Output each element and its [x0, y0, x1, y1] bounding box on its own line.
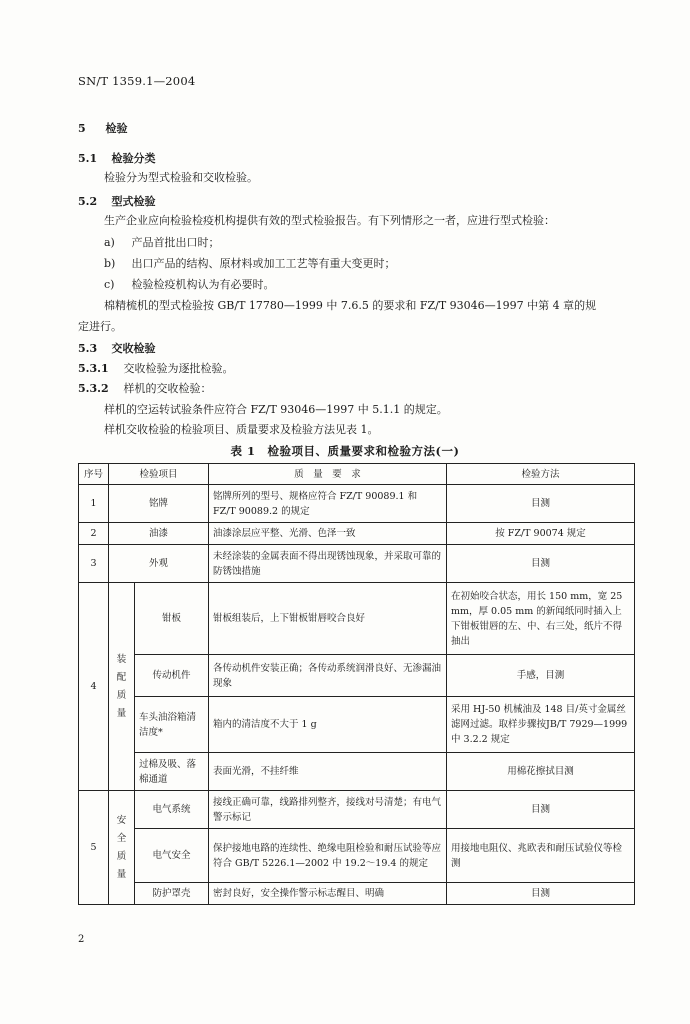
cell-item: 油漆 [109, 523, 209, 545]
cell-method: 目测 [447, 883, 635, 905]
cell-no: 2 [79, 523, 109, 545]
header-method: 检验方法 [447, 464, 635, 485]
section-5-3-2 [78, 381, 212, 397]
cell-item: 传动机件 [135, 655, 209, 697]
section-5-3-heading [78, 341, 156, 357]
table-header-row [79, 464, 635, 485]
section-5-1-text: 检验分为型式检验和交收检验。 [104, 171, 258, 184]
table-row [79, 829, 635, 883]
section-title: 交收检验 [111, 342, 156, 355]
list-item [104, 235, 220, 251]
cell-item: 过棉及吸、落棉通道 [135, 753, 209, 791]
list-item [104, 256, 396, 272]
section-title: 检验分类 [111, 152, 156, 165]
list-item-text: 出口产品的结构、原材料或加工工艺等有重大变更时； [131, 257, 396, 270]
cell-requirement: 钳板组装后，上下钳板钳唇咬合良好 [209, 583, 447, 655]
cell-item: 车头油浴箱清洁度* [135, 697, 209, 753]
list-item [104, 277, 275, 293]
section-5-2-paragraph-line1: 棉精梳机的型式检验按 GB/T 17780—1999 中 7.6.5 的要求和 FZ/T 93046—1997 中第 4 章的规 [104, 299, 597, 312]
section-title: 检验 [105, 122, 128, 135]
section-5-2-heading [78, 194, 156, 210]
list-item-label: b) [104, 257, 116, 270]
cell-method: 采用 HJ-50 机械油及 148 目/英寸金属丝滤网过滤。取样步骤按JB/T 7929—1999 中 3.2.2 规定 [447, 697, 635, 753]
section-5-3-2-para2: 样机交收检验的检验项目、质量要求及检验方法见表 1。 [104, 423, 379, 436]
cell-method: 用接地电阻仪、兆欧表和耐压试验仪等检测 [447, 829, 635, 883]
section-number: 5 [78, 122, 86, 135]
section-5-3-1 [78, 361, 234, 377]
list-item-text: 产品首批出口时； [131, 236, 220, 249]
cell-requirement: 接线正确可靠，线路排列整齐，接线对号清楚；有电气警示标记 [209, 791, 447, 829]
section-title: 型式检验 [111, 195, 156, 208]
cell-method: 目测 [447, 791, 635, 829]
table-row [79, 697, 635, 753]
header-requirement: 质 量 要 求 [209, 464, 447, 485]
list-item-text: 检验检疫机构认为有必要时。 [131, 278, 275, 291]
cell-requirement: 保护接地电路的连续性、绝缘电阻检验和耐压试验等应符合 GB/T 5226.1—2002 中 19.2～19.4 的规定 [209, 829, 447, 883]
section-number: 5.3 [78, 342, 98, 355]
table-caption: 表 1 检验项目、质量要求和检验方法(一) [230, 444, 460, 458]
inspection-table [78, 463, 635, 905]
cell-requirement: 表面光滑，不挂纤维 [209, 753, 447, 791]
table-row [79, 545, 635, 583]
table-row [79, 485, 635, 523]
list-item-label: a) [104, 236, 115, 249]
cell-no: 5 [79, 791, 109, 905]
table-row [79, 583, 635, 655]
header-no: 序号 [79, 464, 109, 485]
cell-requirement: 未经涂装的金属表面不得出现锈蚀现象，并采取可靠的防锈蚀措施 [209, 545, 447, 583]
cell-no: 1 [79, 485, 109, 523]
section-5-2-intro: 生产企业应向检验检疫机构提供有效的型式检验报告。有下列情形之一者，应进行型式检验： [104, 214, 555, 227]
cell-method: 在初始咬合状态，用长 150 mm，宽 25 mm，厚 0.05 mm 的新闻纸同时插入上下钳板钳唇的左、中、右三处，纸片不得抽出 [447, 583, 635, 655]
cell-requirement: 密封良好，安全操作警示标志醒目、明确 [209, 883, 447, 905]
cell-no: 3 [79, 545, 109, 583]
cell-no: 4 [79, 583, 109, 791]
cell-method: 按 FZ/T 90074 规定 [447, 523, 635, 545]
table-row [79, 791, 635, 829]
cell-item: 电气系统 [135, 791, 209, 829]
header-item: 检验项目 [109, 464, 209, 485]
cell-method: 用棉花擦拭目测 [447, 753, 635, 791]
table-row [79, 655, 635, 697]
table-row [79, 883, 635, 905]
section-number: 5.3.2 [78, 382, 109, 395]
table-row [79, 753, 635, 791]
list-item-label: c) [104, 278, 115, 291]
cell-requirement: 箱内的清洁度不大于 1 g [209, 697, 447, 753]
group-label-safety: 安全质量 [109, 791, 135, 905]
cell-requirement: 油漆涂层应平整、光滑、色泽一致 [209, 523, 447, 545]
section-5-3-2-para1: 样机的空运转试验条件应符合 FZ/T 93046—1997 中 5.1.1 的规定。 [104, 403, 448, 416]
section-number: 5.1 [78, 152, 98, 165]
cell-requirement: 各传动机件安装正确；各传动系统润滑良好、无渗漏油现象 [209, 655, 447, 697]
cell-item: 外观 [109, 545, 209, 583]
page-number: 2 [78, 934, 85, 945]
cell-item: 铭牌 [109, 485, 209, 523]
cell-item: 电气安全 [135, 829, 209, 883]
section-number: 5.2 [78, 195, 98, 208]
cell-method: 手感，目测 [447, 655, 635, 697]
section-5-2-paragraph-line2: 定进行。 [78, 320, 122, 333]
cell-requirement: 铭牌所列的型号、规格应符合 FZ/T 90089.1 和 FZ/T 90089.2 的规定 [209, 485, 447, 523]
group-label-assembly: 装配质量 [109, 583, 135, 791]
cell-item: 防护罩壳 [135, 883, 209, 905]
table-row [79, 523, 635, 545]
section-text: 样机的交收检验： [123, 382, 212, 395]
cell-method: 目测 [447, 545, 635, 583]
standard-number: SN/T 1359.1—2004 [78, 74, 196, 88]
cell-method: 目测 [447, 485, 635, 523]
section-number: 5.3.1 [78, 362, 109, 375]
section-5-heading [78, 121, 128, 137]
section-text: 交收检验为逐批检验。 [123, 362, 234, 375]
section-5-1-heading [78, 151, 156, 167]
cell-item: 钳板 [135, 583, 209, 655]
